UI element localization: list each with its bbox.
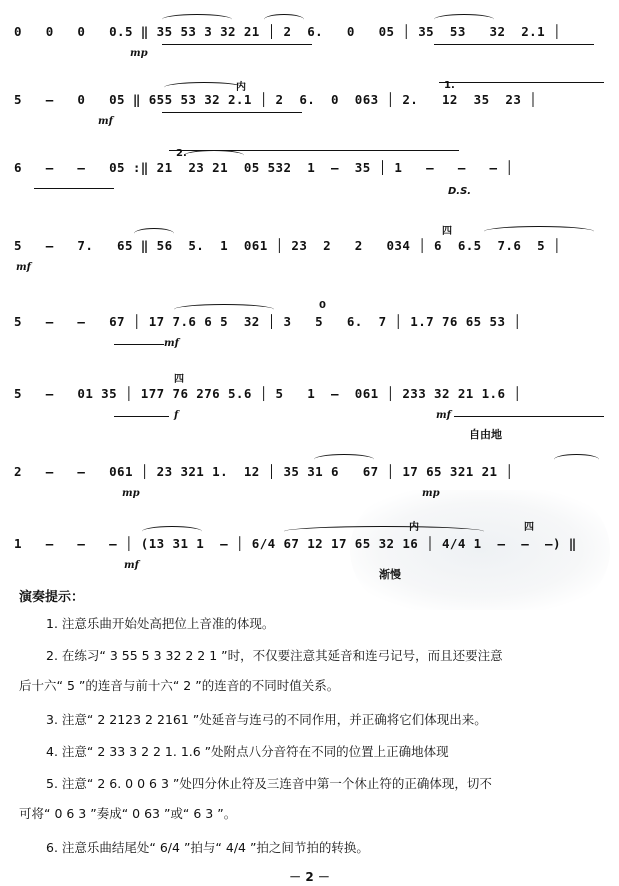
tip-item-5-cont: 可将“ 0 6 3 ”奏成“ 0 63 ”或“ 6 3 ”。 — [19, 806, 237, 821]
fingering-mark: 四 — [442, 226, 452, 237]
volta-label: 2. — [176, 148, 187, 159]
row-notes: 5 – 7. 65 ‖ 56 5. 1 061 │ 23 2 2 034 │ 6 6.5 7.6 5 │ — [14, 238, 561, 253]
row-notes: 5 – 0 05 ‖ 655 53 32 2.1 │ 2 6. 0 063 │ 2. 12 35 23 │ — [14, 92, 538, 107]
slur — [314, 454, 374, 465]
score-row-5 — [14, 300, 604, 350]
slur — [162, 14, 232, 25]
tip-item-5: 5. 注意“ 2 6. 0 0 6 3 ”处四分休止符及三连音中第一个休止符的正确体现，切不 — [46, 776, 492, 791]
dynamic-mark: mf — [16, 262, 31, 273]
dynamic-mark: mf — [98, 116, 113, 127]
dynamic-mark: mf — [124, 560, 139, 571]
fingering-mark: 四 — [174, 374, 184, 385]
decrescendo-hairpin — [34, 188, 114, 189]
fingering-mark: 四 — [524, 522, 534, 533]
row-notes: 2 – – 061 │ 23 321 1. 12 │ 35 31 6 67 │ 17 65 321 21 │ — [14, 464, 514, 479]
tip-item-2: 2. 在练习“ 3 55 5 3 32 2 2 1 ”时，不仅要注意其延音和连弓记号，而且还要注意 — [46, 648, 503, 663]
dynamic-mark: mp — [130, 48, 148, 59]
tip-item-4: 4. 注意“ 2 33 3 2 2 1. 1.6 ”处附点八分音符在不同的位置上正确地体现 — [46, 744, 449, 759]
slur — [184, 150, 244, 161]
beam-line — [162, 112, 302, 113]
performance-tips — [0, 586, 619, 886]
score-row-3 — [14, 146, 604, 196]
row-notes: 6 – – 05 :‖ 21 23 21 05 532 1 – 35 │ 1 – – – │ — [14, 160, 514, 175]
score-row-8 — [14, 522, 604, 581]
score-row-7 — [14, 450, 604, 500]
score-row-2 — [14, 78, 604, 128]
row-notes: 5 – 01 35 │ 177 76 276 5.6 │ 5 1 – 061 │ 233 32 21 1.6 │ — [14, 386, 522, 401]
score-row-4 — [14, 224, 604, 274]
dynamic-mark: mf — [164, 338, 179, 349]
slur — [164, 82, 244, 93]
slur — [142, 526, 202, 537]
score-row-6 — [14, 372, 604, 441]
slur — [484, 226, 594, 237]
row-notes: 5 – – 67 │ 17 7.6 6 5 32 │ 3 5 6. 7 │ 1.7 76 65 53 │ — [14, 314, 522, 329]
tip-item-6: 6. 注意乐曲结尾处“ 6/4 ”拍与“ 4/4 ”拍之间节拍的转换。 — [46, 840, 369, 855]
volta-label: 1. — [444, 80, 455, 91]
dynamic-mark: mp — [422, 488, 440, 499]
tip-item-2-cont: 后十六“ 5 ”的连音与前十六“ 2 ”的连音的不同时值关系。 — [19, 678, 340, 693]
slur — [264, 14, 304, 25]
fingering-mark: 内 — [409, 522, 419, 533]
crescendo-hairpin — [114, 344, 164, 345]
beam-line — [162, 44, 312, 45]
row-notes: 0 0 0 0.5 ‖ 35 53 3 32 21 │ 2 6. 0 05 │ 35 53 32 2.1 │ — [14, 24, 561, 39]
crescendo-hairpin — [454, 416, 604, 417]
fingering-mark: 内 — [236, 82, 246, 93]
fingering-mark: 0 — [319, 300, 326, 311]
dynamic-mark: mp — [122, 488, 140, 499]
dynamic-mark: mf — [436, 410, 451, 421]
slur — [134, 228, 174, 239]
tempo-text: 渐慢 — [379, 568, 401, 581]
tip-item-1: 1. 注意乐曲开始处高把位上音准的体现。 — [46, 616, 275, 631]
row-notes: 1 – – – │ (13 31 1 – │ 6/4 67 12 17 65 32 16 │ 4/4 1 – – –) ‖ — [14, 536, 577, 551]
beam-line — [434, 44, 594, 45]
page-number: － 2 － — [289, 870, 330, 884]
crescendo-hairpin — [114, 416, 169, 417]
tempo-text: 自由地 — [469, 428, 502, 441]
slur — [284, 526, 484, 537]
tip-item-3: 3. 注意“ 2 2123 2 2161 ”处延音与连弓的不同作用，并正确将它们体现出来。 — [46, 712, 487, 727]
ds-mark: D.S. — [448, 186, 472, 197]
slur — [554, 454, 599, 465]
score-row-1 — [14, 10, 604, 60]
slur — [434, 14, 494, 25]
tips-heading: 演奏提示： — [19, 590, 85, 605]
volta-bracket — [439, 82, 604, 83]
dynamic-mark: f — [174, 410, 179, 421]
slur — [174, 304, 274, 315]
